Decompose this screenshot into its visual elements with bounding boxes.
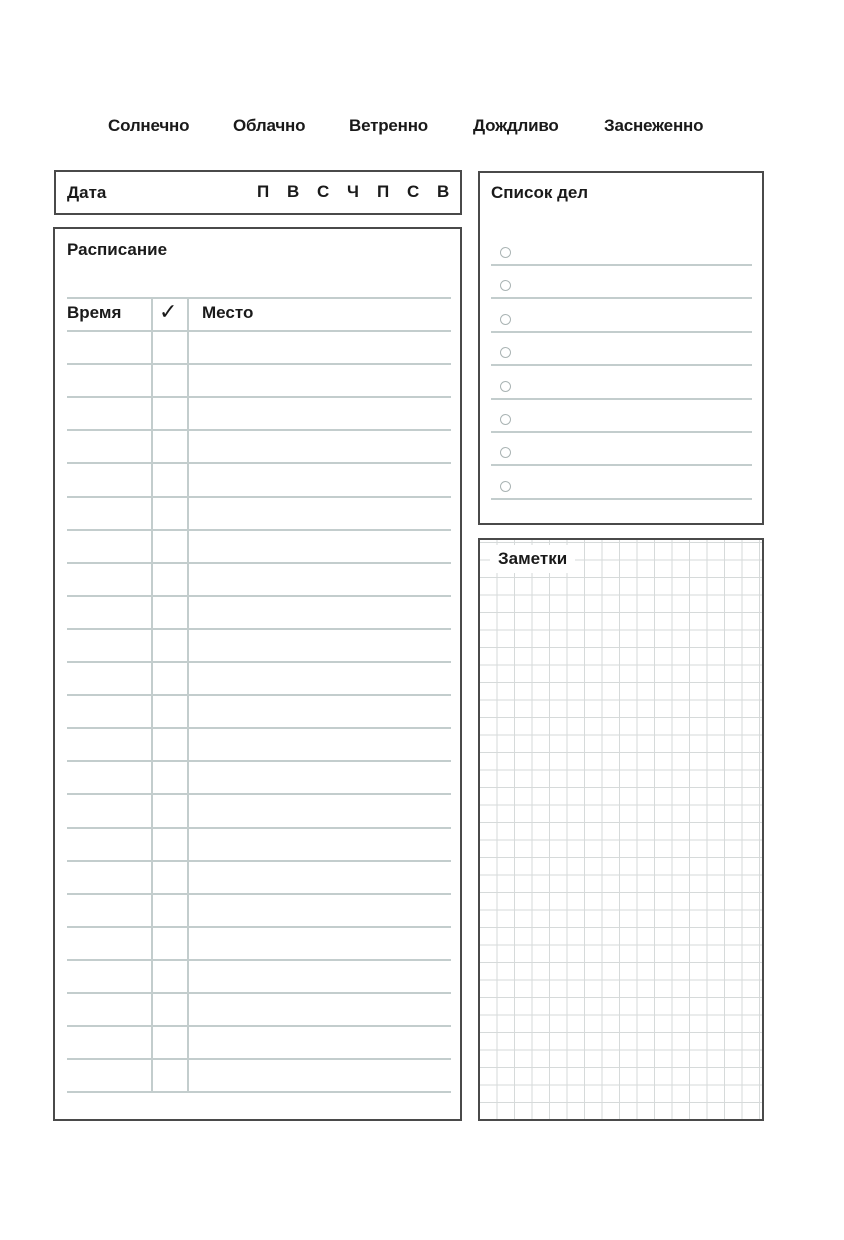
schedule-row-line[interactable] <box>67 363 451 365</box>
todo-line[interactable] <box>491 331 752 333</box>
todo-checkbox[interactable] <box>500 280 511 291</box>
weekday-mon[interactable]: П <box>257 182 270 201</box>
schedule-row-line[interactable] <box>67 827 451 829</box>
schedule-row-line[interactable] <box>67 1025 451 1027</box>
schedule-row-line[interactable] <box>67 694 451 696</box>
notes-title: Заметки <box>490 545 575 573</box>
schedule-row-line[interactable] <box>67 462 451 464</box>
todo-checkbox[interactable] <box>500 381 511 392</box>
schedule-row-line[interactable] <box>67 529 451 531</box>
column-header-place: Место <box>202 303 254 322</box>
todo-line[interactable] <box>491 364 752 366</box>
schedule-row-line[interactable] <box>67 893 451 895</box>
schedule-row-line[interactable] <box>67 860 451 862</box>
weekday-sat[interactable]: С <box>407 182 420 201</box>
weekday-thu[interactable]: Ч <box>347 182 359 201</box>
todo-line[interactable] <box>491 464 752 466</box>
schedule-row-line[interactable] <box>67 330 451 332</box>
weekday-selector <box>56 182 460 204</box>
weather-sunny[interactable]: Солнечно <box>108 116 190 135</box>
todo-checkbox[interactable] <box>500 347 511 358</box>
column-header-time: Время <box>67 303 122 322</box>
todo-line[interactable] <box>491 297 752 299</box>
weekday-tue[interactable]: В <box>287 182 300 201</box>
schedule-title: Расписание <box>67 240 168 259</box>
todo-section <box>478 171 764 525</box>
schedule-row-line[interactable] <box>67 727 451 729</box>
weather-windy[interactable]: Ветренно <box>349 116 428 135</box>
todo-line[interactable] <box>491 431 752 433</box>
schedule-row-line[interactable] <box>67 793 451 795</box>
weekday-wed[interactable]: С <box>317 182 330 201</box>
weekday-sun[interactable]: В <box>437 182 450 201</box>
todo-title: Список дел <box>491 183 589 202</box>
weather-cloudy[interactable]: Облачно <box>233 116 306 135</box>
schedule-row-line[interactable] <box>67 562 451 564</box>
schedule-row-line[interactable] <box>67 429 451 431</box>
schedule-row-line[interactable] <box>67 661 451 663</box>
weather-options <box>0 116 844 140</box>
schedule-row-line[interactable] <box>67 595 451 597</box>
weather-snowy[interactable]: Заснеженно <box>604 116 704 135</box>
notes-section[interactable] <box>478 538 764 1121</box>
schedule-row-line[interactable] <box>67 396 451 398</box>
date-section <box>54 170 462 215</box>
todo-line[interactable] <box>491 264 752 266</box>
todo-checkbox[interactable] <box>500 481 511 492</box>
schedule-row-line[interactable] <box>67 1058 451 1060</box>
todo-checkbox[interactable] <box>500 314 511 325</box>
todo-checkbox[interactable] <box>500 414 511 425</box>
weather-rainy[interactable]: Дождливо <box>473 116 559 135</box>
checkmark-icon: ✓ <box>159 299 178 324</box>
weekday-fri[interactable]: П <box>377 182 390 201</box>
schedule-row-line[interactable] <box>67 628 451 630</box>
date-label: Дата <box>67 183 107 202</box>
schedule-row-line[interactable] <box>67 959 451 961</box>
schedule-section <box>53 227 462 1121</box>
schedule-row-line[interactable] <box>67 926 451 928</box>
todo-checkbox[interactable] <box>500 447 511 458</box>
todo-line[interactable] <box>491 498 752 500</box>
schedule-row-line[interactable] <box>67 992 451 994</box>
schedule-header-rule <box>67 297 451 299</box>
schedule-row-line[interactable] <box>67 760 451 762</box>
todo-checkbox[interactable] <box>500 247 511 258</box>
schedule-row-line[interactable] <box>67 1091 451 1093</box>
schedule-row-line[interactable] <box>67 496 451 498</box>
todo-line[interactable] <box>491 398 752 400</box>
